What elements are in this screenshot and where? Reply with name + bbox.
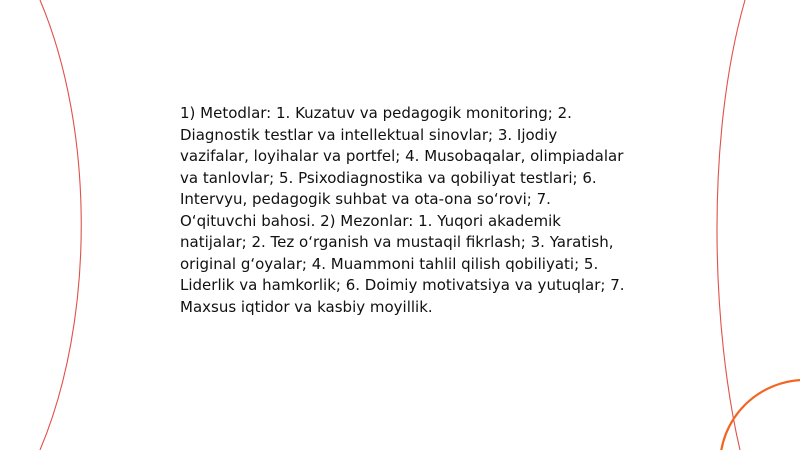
orange-accent-arc [720, 380, 800, 450]
right-decorative-curve [717, 0, 745, 450]
slide-body-text: 1) Metodlar: 1. Kuzatuv va pedagogik monitoring; 2. Diagnostik testlar va intellektual sinovlar; 3. Ijodiy vazifalar, loyihalar va portfel; 4. Musobaqalar, olimpiadalar va tanlovlar; 5. Psixodiagnostika va qobiliyat testlari; 6. Intervyu, pedagogik suhbat va ota-ona so‘rovi; 7. O‘qituvchi bahosi. 2) Mezonlar: 1. Yuqori akademik natijalar; 2. Tez o‘rganish va mustaqil fikrlash; 3. Yaratish, original g‘oyalar; 4. Muammoni tahlil qilish qobiliyati; 5. Liderlik va hamkorlik; 6. Doimiy motivatsiya va yutuqlar; 7. Maxsus iqtidor va kasbiy moyillik. [180, 104, 625, 316]
left-decorative-curve [40, 0, 81, 450]
